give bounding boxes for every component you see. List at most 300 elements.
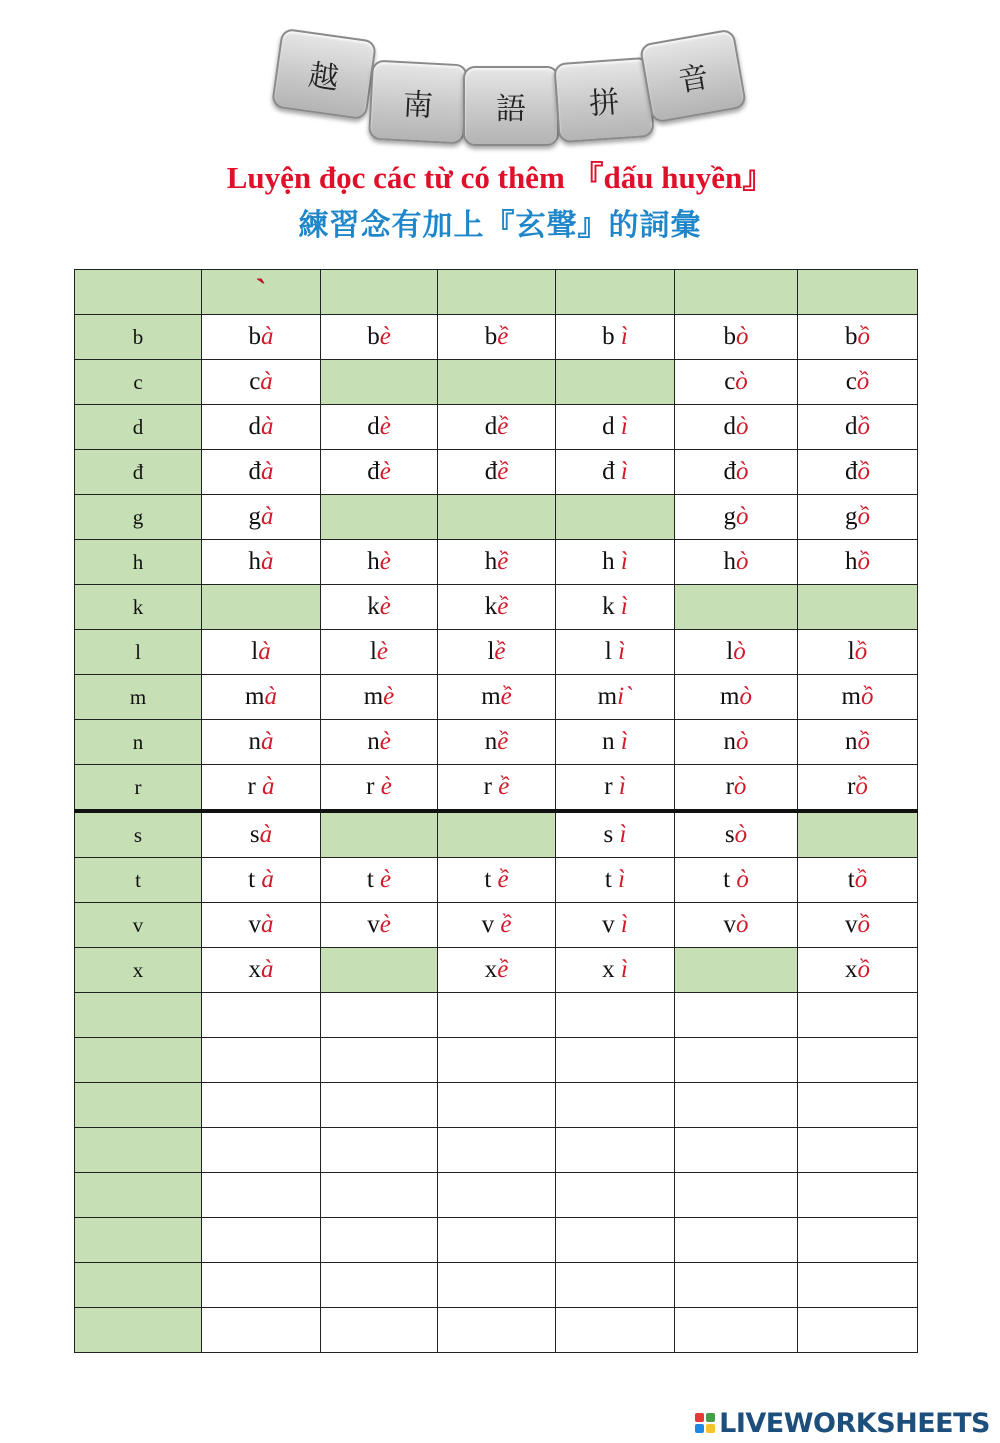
- syllable-vowel: à: [264, 683, 277, 710]
- title-tile-3: [463, 66, 559, 146]
- syllable-cell: [556, 540, 675, 585]
- syllable-consonant: l: [251, 638, 259, 665]
- empty-cell: [798, 1083, 918, 1128]
- syllable-consonant: c: [249, 368, 261, 395]
- syllable-consonant: t: [847, 866, 855, 893]
- syllable-cell: [202, 948, 321, 993]
- syllable-vowel: à: [261, 413, 274, 440]
- syllable-consonant: r: [847, 773, 856, 800]
- syllable-consonant: d: [484, 413, 498, 440]
- syllable-vowel: ề: [494, 638, 506, 665]
- syllable-cell: [556, 675, 675, 720]
- empty-cell: [321, 1083, 438, 1128]
- empty-cell: [202, 1308, 321, 1353]
- syllable-cell: [798, 948, 918, 993]
- syllable-vowel: ồ: [857, 911, 870, 938]
- empty-green-cell: [438, 495, 556, 540]
- empty-cell: [675, 1308, 798, 1353]
- syllable-vowel: à: [261, 956, 274, 983]
- syllable-vowel: ồ: [857, 503, 870, 530]
- syllable-cell: [438, 450, 556, 495]
- empty-green-cell: [675, 585, 798, 630]
- empty-practice-row: [75, 1218, 918, 1263]
- syllable-consonant: b: [723, 323, 736, 350]
- syllable-consonant: d: [367, 413, 380, 440]
- syllable-consonant: c: [845, 368, 857, 395]
- syllable-consonant: r: [366, 773, 381, 800]
- syllable-vowel: ì: [620, 911, 628, 938]
- syllable-consonant: c: [724, 368, 736, 395]
- syllable-vowel: ề: [498, 773, 510, 800]
- syllable-consonant: g: [723, 503, 736, 530]
- syllable-cell: [321, 450, 438, 495]
- syllable-vowel: ì: [619, 821, 627, 848]
- syllable-cell: [438, 903, 556, 948]
- syllable-vowel: ì: [620, 323, 628, 350]
- syllable-cell: [438, 675, 556, 720]
- syllable-consonant: r: [725, 773, 734, 800]
- empty-cell: [438, 1218, 556, 1263]
- syllable-vowel: ề: [497, 413, 509, 440]
- empty-green-cell: [202, 585, 321, 630]
- syllable-vowel: è: [380, 773, 392, 800]
- syllable-consonant: v: [248, 911, 261, 938]
- syllable-consonant: đ: [367, 458, 380, 485]
- syllable-consonant: m: [481, 683, 501, 710]
- syllable-cell: [556, 585, 675, 630]
- table-row: [75, 765, 918, 812]
- syllable-consonant: h: [484, 548, 498, 575]
- syllable-cell: [438, 765, 556, 812]
- syllable-cell: [675, 720, 798, 765]
- syllable-consonant: d: [602, 413, 621, 440]
- syllable-vowel: ò: [736, 503, 749, 530]
- empty-cell: [556, 1173, 675, 1218]
- empty-green-cell: [438, 811, 556, 858]
- syllable-consonant: r: [604, 773, 619, 800]
- empty-green-cell: [798, 811, 918, 858]
- grave-accent-mark: ˋ: [255, 273, 267, 310]
- syllable-cell: [202, 675, 321, 720]
- table-row: [75, 540, 918, 585]
- empty-cell: [556, 1083, 675, 1128]
- empty-cell: [798, 1128, 918, 1173]
- syllable-consonant: d: [248, 413, 261, 440]
- empty-cell: [438, 1128, 556, 1173]
- syllable-vowel: à: [261, 503, 274, 530]
- syllable-consonant: s: [249, 821, 260, 848]
- empty-cell: [202, 1263, 321, 1308]
- table-row: [75, 903, 918, 948]
- empty-practice-row: [75, 1308, 918, 1353]
- empty-cell: [202, 1218, 321, 1263]
- syllable-cell: [675, 811, 798, 858]
- syllable-cell: [556, 405, 675, 450]
- syllable-consonant: d: [845, 413, 858, 440]
- syllable-consonant: g: [248, 503, 261, 530]
- syllable-consonant: b: [484, 323, 498, 350]
- syllable-vowel: ì: [618, 866, 626, 893]
- syllable-consonant: s: [603, 821, 620, 848]
- syllable-consonant: s: [724, 821, 735, 848]
- syllable-consonant: n: [845, 728, 858, 755]
- syllable-cell: [798, 405, 918, 450]
- syllable-consonant: b: [367, 323, 380, 350]
- syllable-vowel: ề: [500, 911, 512, 938]
- syllable-consonant: v: [845, 911, 858, 938]
- syllable-cell: [321, 315, 438, 360]
- syllable-cell: [798, 903, 918, 948]
- syllable-consonant: đ: [723, 458, 736, 485]
- empty-green-cell: [321, 948, 438, 993]
- tile-char: 越: [306, 58, 341, 97]
- table-row: [75, 811, 918, 858]
- syllable-vowel: ò: [736, 323, 749, 350]
- empty-cell: [438, 1308, 556, 1353]
- syllable-cell: [321, 903, 438, 948]
- header-row: [75, 270, 918, 315]
- syllable-consonant: m: [720, 683, 740, 710]
- syllable-cell: [675, 765, 798, 812]
- empty-label-cell: [75, 1038, 202, 1083]
- syllable-consonant: đ: [845, 458, 858, 485]
- syllable-consonant: x: [484, 956, 498, 983]
- syllable-cell: [202, 450, 321, 495]
- title-tile-1: [271, 28, 377, 121]
- title-tile-5: [639, 28, 747, 123]
- syllable-consonant: h: [845, 548, 858, 575]
- empty-cell: [798, 1308, 918, 1353]
- syllable-vowel: è: [379, 323, 391, 350]
- empty-green-cell: [438, 360, 556, 405]
- consonant-label: k: [75, 585, 202, 630]
- logo-blocks-icon: [695, 1413, 715, 1433]
- consonant-label: b: [75, 315, 202, 360]
- syllable-consonant: v: [723, 911, 736, 938]
- empty-practice-row: [75, 1083, 918, 1128]
- syllable-vowel: ò: [739, 683, 752, 710]
- syllable-cell: [556, 858, 675, 903]
- syllable-cell: [675, 630, 798, 675]
- syllable-cell: [675, 315, 798, 360]
- header-cell: [798, 270, 918, 315]
- empty-label-cell: [75, 993, 202, 1038]
- syllable-vowel: è: [379, 413, 391, 440]
- empty-cell: [321, 1308, 438, 1353]
- consonant-label: x: [75, 948, 202, 993]
- syllable-consonant: h: [602, 548, 621, 575]
- syllable-vowel: è: [379, 458, 391, 485]
- syllable-consonant: v: [602, 911, 621, 938]
- syllable-cell: [556, 903, 675, 948]
- empty-cell: [438, 1083, 556, 1128]
- syllable-vowel: ì: [618, 638, 626, 665]
- consonant-label: m: [75, 675, 202, 720]
- syllable-cell: [798, 675, 918, 720]
- syllable-vowel: ề: [497, 593, 509, 620]
- empty-cell: [202, 1128, 321, 1173]
- empty-practice-row: [75, 1173, 918, 1218]
- syllable-vowel: ò: [736, 911, 749, 938]
- syllable-consonant: l: [487, 638, 495, 665]
- syllable-consonant: đ: [484, 458, 498, 485]
- syllable-cell: [438, 315, 556, 360]
- syllable-cell: [798, 540, 918, 585]
- empty-label-cell: [75, 1083, 202, 1128]
- syllable-cell: [438, 585, 556, 630]
- table-row: [75, 585, 918, 630]
- syllable-vowel: ì: [620, 413, 628, 440]
- syllable-vowel: è: [379, 728, 391, 755]
- consonant-label: t: [75, 858, 202, 903]
- syllable-cell: [202, 858, 321, 903]
- empty-cell: [321, 1218, 438, 1263]
- syllable-vowel: à: [260, 368, 273, 395]
- empty-cell: [438, 1263, 556, 1308]
- syllable-cell: [202, 765, 321, 812]
- syllable-vowel: ì: [620, 728, 628, 755]
- empty-label-cell: [75, 1128, 202, 1173]
- syllable-consonant: b: [845, 323, 858, 350]
- syllable-vowel: è: [383, 683, 395, 710]
- syllable-cell: [675, 675, 798, 720]
- syllable-cell: [556, 948, 675, 993]
- syllable-vowel: ồ: [860, 683, 874, 710]
- syllable-vowel: ì: [620, 548, 628, 575]
- empty-cell: [675, 1083, 798, 1128]
- syllable-cell: [321, 675, 438, 720]
- brand-name: LIVEWORKSHEETS: [719, 1407, 990, 1439]
- tone-mark-header: [202, 270, 321, 315]
- syllable-cell: [675, 540, 798, 585]
- syllable-consonant: r: [483, 773, 499, 800]
- syllable-vowel: ề: [500, 683, 512, 710]
- table-row: [75, 720, 918, 765]
- syllable-cell: [675, 450, 798, 495]
- empty-cell: [556, 1308, 675, 1353]
- syllable-consonant: t: [366, 866, 381, 893]
- syllable-vowel: ò: [736, 866, 749, 893]
- syllable-vowel: ề: [497, 956, 509, 983]
- syllable-consonant: t: [484, 866, 498, 893]
- syllable-consonant: r: [247, 773, 263, 800]
- syllable-cell: [798, 765, 918, 812]
- syllable-consonant: t: [248, 866, 262, 893]
- table-row: [75, 948, 918, 993]
- empty-cell: [798, 993, 918, 1038]
- syllable-cell: [556, 720, 675, 765]
- syllable-consonant: đ: [602, 458, 621, 485]
- empty-cell: [798, 1173, 918, 1218]
- consonant-label: l: [75, 630, 202, 675]
- syllable-cell: [556, 811, 675, 858]
- syllable-consonant: v: [481, 911, 501, 938]
- consonant-label: r: [75, 765, 202, 812]
- table-row: [75, 675, 918, 720]
- empty-cell: [675, 1128, 798, 1173]
- empty-label-cell: [75, 1308, 202, 1353]
- syllable-vowel: è: [379, 548, 391, 575]
- liveworksheets-logo: [695, 1405, 990, 1441]
- tile-char: 南: [401, 87, 434, 124]
- syllable-consonant: k: [367, 593, 380, 620]
- syllable-vowel: ồ: [854, 866, 868, 893]
- empty-practice-row: [75, 1263, 918, 1308]
- syllable-cell: [321, 585, 438, 630]
- syllable-cell: [321, 858, 438, 903]
- syllable-consonant: h: [248, 548, 261, 575]
- syllable-vowel: ồ: [857, 548, 870, 575]
- syllable-cell: [798, 720, 918, 765]
- syllable-cell: [675, 360, 798, 405]
- empty-label-cell: [75, 1218, 202, 1263]
- consonant-label: d: [75, 405, 202, 450]
- syllable-cell: [321, 765, 438, 812]
- syllable-cell: [438, 948, 556, 993]
- syllable-vowel: è: [379, 593, 391, 620]
- syllable-vowel: ồ: [857, 413, 870, 440]
- syllable-consonant: h: [723, 548, 736, 575]
- empty-label-cell: [75, 1173, 202, 1218]
- tile-char: 音: [675, 59, 712, 100]
- syllable-cell: [202, 360, 321, 405]
- syllable-cell: [321, 630, 438, 675]
- empty-cell: [556, 993, 675, 1038]
- header-cell: [675, 270, 798, 315]
- syllable-cell: [556, 630, 675, 675]
- syllable-vowel: à: [259, 821, 273, 848]
- syllable-cell: [556, 765, 675, 812]
- syllable-consonant: n: [723, 728, 736, 755]
- syllable-cell: [675, 495, 798, 540]
- syllable-vowel: ề: [497, 548, 509, 575]
- table-row: [75, 858, 918, 903]
- empty-cell: [202, 993, 321, 1038]
- syllable-vowel: ò: [736, 728, 749, 755]
- empty-cell: [321, 993, 438, 1038]
- empty-cell: [438, 1173, 556, 1218]
- worksheet-subtitle: 練習念有加上『玄聲』的詞彙: [298, 208, 702, 243]
- syllable-consonant: n: [367, 728, 380, 755]
- syllable-consonant: n: [484, 728, 498, 755]
- syllable-cell: [798, 858, 918, 903]
- syllable-vowel: è: [379, 911, 391, 938]
- syllable-vowel: ề: [497, 728, 509, 755]
- empty-cell: [798, 1263, 918, 1308]
- syllable-consonant: đ: [248, 458, 261, 485]
- title-tile-2: [368, 60, 468, 145]
- syllable-cell: [798, 315, 918, 360]
- empty-practice-row: [75, 1038, 918, 1083]
- empty-cell: [675, 1218, 798, 1263]
- syllable-consonant: b: [602, 323, 621, 350]
- tile-char: 拼: [588, 84, 621, 122]
- syllable-consonant: m: [597, 683, 618, 710]
- syllable-vowel: ồ: [857, 323, 870, 350]
- syllable-cell: [438, 540, 556, 585]
- syllable-consonant: m: [245, 683, 265, 710]
- syllable-vowel: ò: [733, 773, 747, 800]
- syllable-consonant: h: [367, 548, 380, 575]
- syllable-consonant: g: [845, 503, 858, 530]
- syllable-vowel: ò: [733, 638, 746, 665]
- syllable-consonant: v: [367, 911, 380, 938]
- empty-cell: [321, 1038, 438, 1083]
- consonant-label: s: [75, 811, 202, 858]
- empty-cell: [556, 1128, 675, 1173]
- syllable-vowel: ì: [620, 458, 628, 485]
- syllable-vowel: è: [376, 638, 389, 665]
- syllable-consonant: t: [604, 866, 619, 893]
- syllable-cell: [202, 540, 321, 585]
- consonant-label: c: [75, 360, 202, 405]
- practice-table: [74, 269, 918, 1353]
- table-row: [75, 315, 918, 360]
- syllable-vowel: ì: [618, 773, 626, 800]
- syllable-consonant: n: [602, 728, 621, 755]
- header-cell: [556, 270, 675, 315]
- consonant-label: v: [75, 903, 202, 948]
- syllable-vowel: ề: [497, 458, 509, 485]
- syllable-consonant: k: [602, 593, 621, 620]
- empty-cell: [321, 1128, 438, 1173]
- empty-cell: [321, 1263, 438, 1308]
- syllable-cell: [202, 811, 321, 858]
- syllable-vowel: à: [261, 866, 274, 893]
- worksheet-title: Luyện đọc các từ có thêm 『dấu huyền』: [226, 160, 774, 195]
- syllable-vowel: à: [258, 638, 271, 665]
- syllable-consonant: t: [723, 866, 737, 893]
- syllable-vowel: ò: [736, 548, 749, 575]
- syllable-cell: [202, 630, 321, 675]
- syllable-consonant: d: [723, 413, 736, 440]
- empty-cell: [798, 1038, 918, 1083]
- syllable-consonant: l: [369, 638, 377, 665]
- empty-green-cell: [556, 360, 675, 405]
- syllable-vowel: à: [261, 911, 274, 938]
- syllable-vowel: ồ: [857, 458, 870, 485]
- syllable-cell: [798, 495, 918, 540]
- empty-cell: [438, 993, 556, 1038]
- header-cell: [438, 270, 556, 315]
- syllable-vowel: ề: [497, 866, 509, 893]
- syllable-vowel: à: [261, 458, 274, 485]
- empty-cell: [321, 1173, 438, 1218]
- syllable-cell: [675, 405, 798, 450]
- syllable-vowel: à: [261, 728, 274, 755]
- empty-green-cell: [675, 948, 798, 993]
- syllable-cell: [202, 903, 321, 948]
- syllable-vowel: ồ: [856, 368, 870, 395]
- empty-green-cell: [556, 495, 675, 540]
- syllable-consonant: m: [841, 683, 861, 710]
- empty-cell: [202, 1038, 321, 1083]
- empty-cell: [556, 1218, 675, 1263]
- syllable-vowel: à: [261, 548, 274, 575]
- empty-cell: [438, 1038, 556, 1083]
- empty-label-cell: [75, 1263, 202, 1308]
- title-tile-4: [553, 57, 654, 144]
- consonant-label: g: [75, 495, 202, 540]
- empty-cell: [675, 1038, 798, 1083]
- corner-cell: [75, 270, 202, 315]
- syllable-consonant: k: [484, 593, 498, 620]
- header-cell: [321, 270, 438, 315]
- empty-cell: [675, 1173, 798, 1218]
- syllable-cell: [675, 903, 798, 948]
- syllable-cell: [798, 360, 918, 405]
- syllable-vowel: à: [261, 323, 274, 350]
